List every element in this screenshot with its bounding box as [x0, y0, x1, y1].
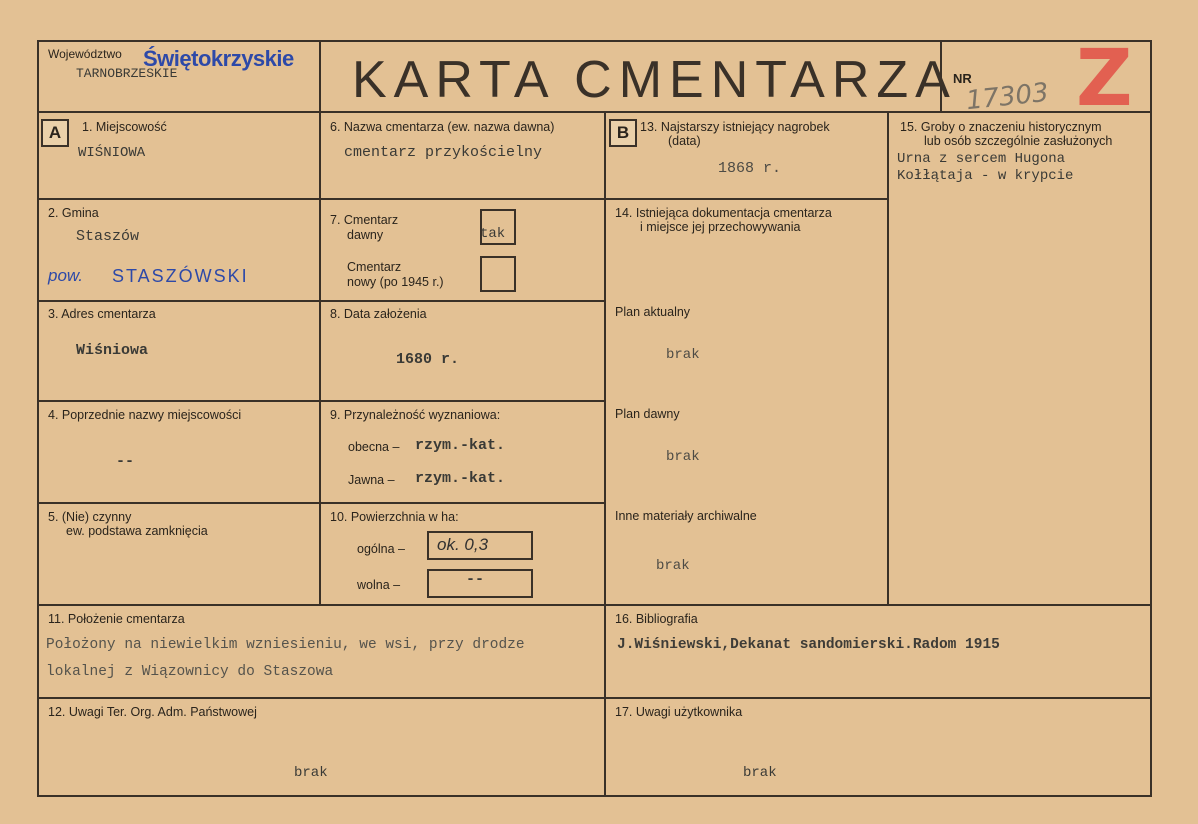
obecna-value: rzym.-kat. — [415, 437, 506, 454]
rule-row4 — [37, 502, 606, 504]
field-17-value: brak — [743, 765, 777, 781]
field-6-label: 6. Nazwa cmentarza (ew. nazwa dawna) — [330, 120, 555, 134]
section-a-marker: A — [41, 119, 69, 147]
field-10-label: 10. Powierzchnia w ha: — [330, 510, 459, 524]
field-2-value: Staszów — [76, 228, 140, 245]
field-3-value: Wiśniowa — [76, 342, 149, 359]
frame-right — [1150, 40, 1152, 797]
nowy-checkbox — [480, 256, 516, 292]
rule-row6 — [37, 697, 1152, 699]
wojewodztwo-stamp: Świętokrzyskie — [143, 46, 294, 71]
rule-row3 — [37, 400, 606, 402]
wolna-label: wolna – — [357, 578, 401, 592]
field-2-note-prefix: pow. — [48, 266, 83, 285]
rule-row5 — [37, 604, 1152, 606]
field-3-label: 3. Adres cmentarza — [48, 307, 156, 321]
rule-row1 — [37, 198, 889, 200]
ogolna-value: ok. 0,3 — [437, 535, 489, 554]
col-rule-2 — [604, 111, 606, 797]
frame-left — [37, 40, 39, 797]
plan-dawny-value: brak — [666, 449, 700, 465]
wolna-value: -- — [466, 571, 485, 588]
field-14-label-2: i miejsce jej przechowywania — [640, 220, 801, 234]
field-15-line-2: Kołłątaja - w krypcie — [897, 168, 1074, 184]
field-4-value: -- — [116, 453, 135, 470]
plan-aktualny-value: brak — [666, 347, 700, 363]
plan-dawny-label: Plan dawny — [615, 407, 680, 421]
field-8-label: 8. Data założenia — [330, 307, 427, 321]
field-15-line-1: Urna z sercem Hugona — [897, 151, 1066, 167]
field-12-label: 12. Uwagi Ter. Org. Adm. Państwowej — [48, 705, 257, 719]
plan-aktualny-label: Plan aktualny — [615, 305, 691, 319]
field-1-value: WIŚNIOWA — [78, 145, 146, 161]
field-9-label: 9. Przynależność wyznaniowa: — [330, 408, 501, 422]
nr-label: NR — [953, 71, 972, 86]
frame-top — [37, 40, 1152, 42]
field-1-label: 1. Miejscowość — [82, 120, 167, 134]
field-5-label: 5. (Nie) czynny — [48, 510, 132, 524]
category-mark: Z — [1076, 34, 1133, 124]
dawna-label: Jawna – — [348, 473, 395, 487]
section-b-marker: B — [609, 119, 637, 147]
field-8-value: 1680 r. — [396, 351, 460, 368]
card-title: KARTA CMENTARZA — [352, 51, 957, 109]
nr-value: 17303 — [964, 77, 1051, 117]
ogolna-label: ogólna – — [357, 542, 405, 556]
field-16-label: 16. Bibliografia — [615, 612, 698, 626]
obecna-label: obecna – — [348, 440, 400, 454]
col-rule-3 — [887, 111, 889, 605]
dawny-value: tak — [480, 226, 506, 242]
field-14-label: 14. Istniejąca dokumentacja cmentarza — [615, 206, 832, 220]
field-13-label: 13. Najstarszy istniejący nagrobek — [640, 120, 830, 134]
inne-value: brak — [656, 558, 690, 574]
field-16-value: J.Wiśniewski,Dekanat sandomierski.Radom 1915 — [617, 637, 1000, 653]
field-13-value: 1868 r. — [718, 160, 782, 177]
field-13-label-2: (data) — [668, 134, 701, 148]
rule-row2 — [37, 300, 606, 302]
field-6-value: cmentarz przykościelny — [344, 144, 543, 161]
field-7-label-dawny: dawny — [347, 228, 384, 242]
wojewodztwo-old: TARNOBRZESKIE — [76, 66, 178, 81]
col-rule-1 — [319, 40, 321, 605]
field-2-note-value: STASZÓWSKI — [112, 266, 249, 286]
field-17-label: 17. Uwagi użytkownika — [615, 705, 743, 719]
dawna-value: rzym.-kat. — [415, 470, 506, 487]
field-7-label-new-2: nowy (po 1945 r.) — [347, 275, 444, 289]
field-12-value: brak — [294, 765, 328, 781]
field-11-line-1: Położony na niewielkim wzniesieniu, we wsi, przy drodze — [46, 637, 525, 653]
field-5-label-2: ew. podstawa zamknięcia — [66, 524, 208, 538]
field-15-label: 15. Groby o znaczeniu historycznym — [900, 120, 1102, 134]
frame-bottom — [37, 795, 1152, 797]
field-7-label: 7. Cmentarz — [330, 213, 399, 227]
field-15-label-2: lub osób szczególnie zasłużonych — [924, 134, 1113, 148]
field-7-label-new: Cmentarz — [347, 260, 402, 274]
field-11-label: 11. Położenie cmentarza — [48, 612, 185, 626]
field-4-label: 4. Poprzednie nazwy miejscowości — [48, 408, 242, 422]
field-2-label: 2. Gmina — [48, 206, 99, 220]
inne-label: Inne materiały archiwalne — [615, 509, 757, 523]
wojewodztwo-label: Województwo — [48, 47, 122, 61]
field-11-line-2: lokalnej z Wiązownicy do Staszowa — [46, 664, 334, 680]
